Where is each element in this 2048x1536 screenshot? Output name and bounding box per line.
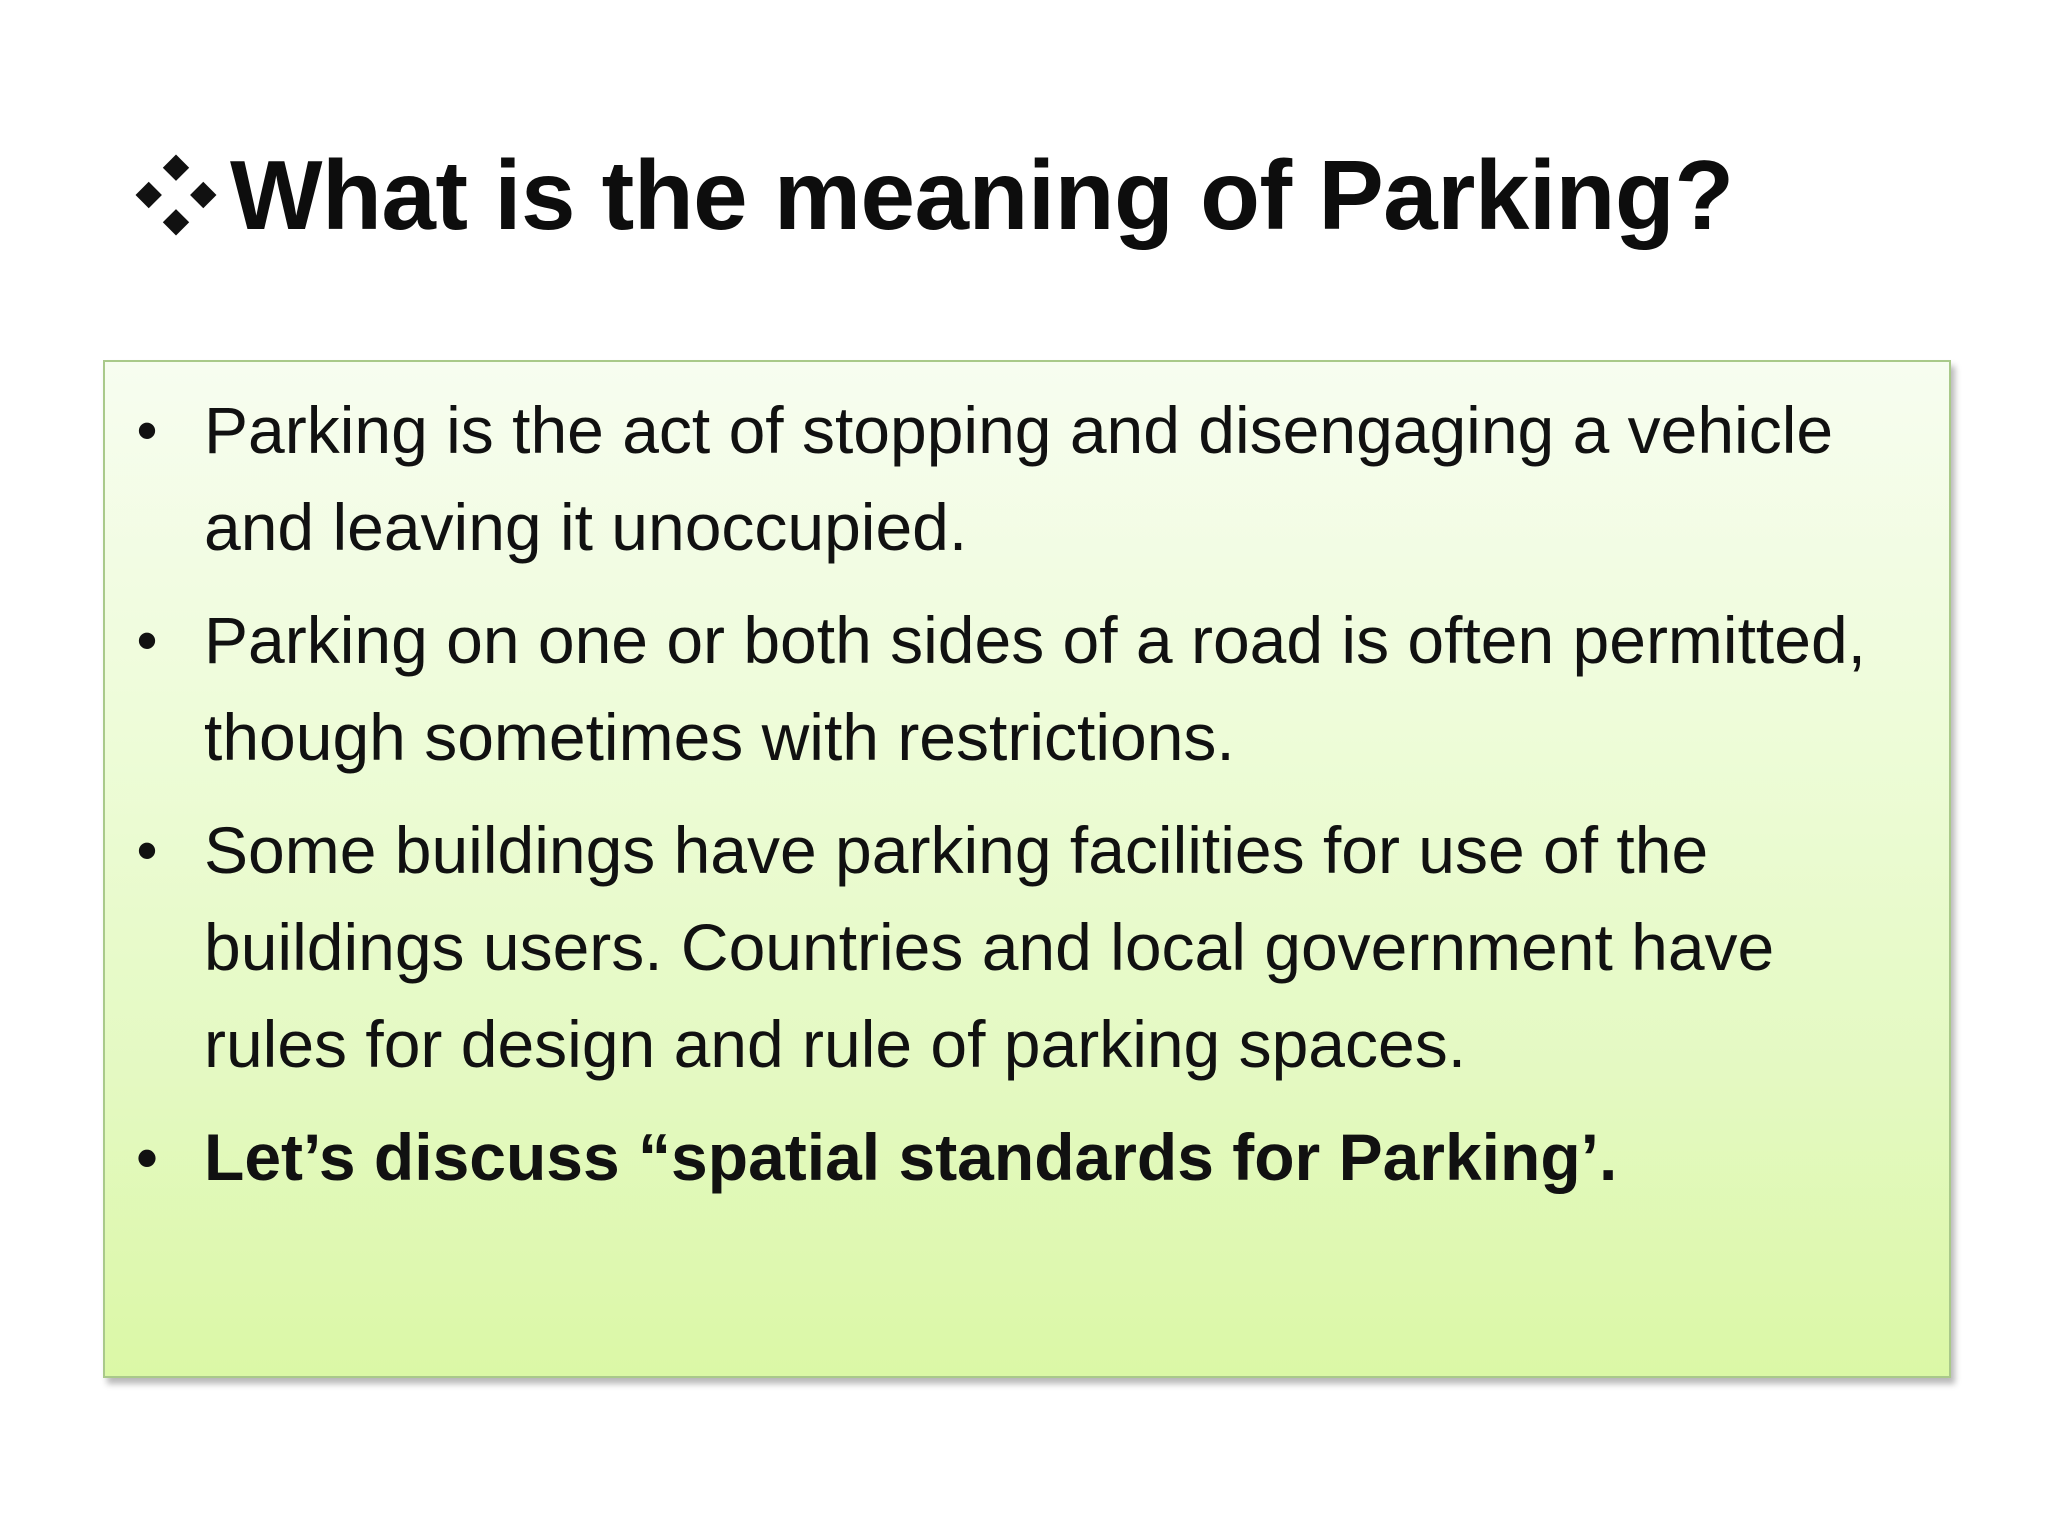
bullet-text: Parking on one or both sides of a road is often permitted, though sometimes with restrictions. — [204, 603, 1866, 774]
bullet-dot-icon: • — [136, 397, 158, 464]
bullet-list — [105, 382, 1949, 1222]
bullet-item — [105, 382, 1949, 576]
four-diamond-bullet-icon — [132, 151, 220, 239]
bullet-dot-icon: • — [136, 817, 158, 884]
bullet-dot-icon: • — [136, 1124, 158, 1191]
bullet-text: Some buildings have parking facilities for use of the buildings users. Countries and local government have rules for design and rule of parking spaces. — [204, 813, 1775, 1081]
bullet-item — [105, 592, 1949, 786]
bullet-text: Let’s discuss “spatial standards for Parking’. — [204, 1120, 1618, 1194]
slide-title-text: What is the meaning of Parking? — [230, 139, 1734, 250]
bullet-text: Parking is the act of stopping and disengaging a vehicle and leaving it unoccupied. — [204, 393, 1834, 564]
bullet-item-emphasis — [105, 1109, 1949, 1206]
bullet-item — [105, 802, 1949, 1093]
content-box — [103, 360, 1951, 1378]
bullet-dot-icon: • — [136, 607, 158, 674]
slide-title — [132, 130, 1932, 260]
